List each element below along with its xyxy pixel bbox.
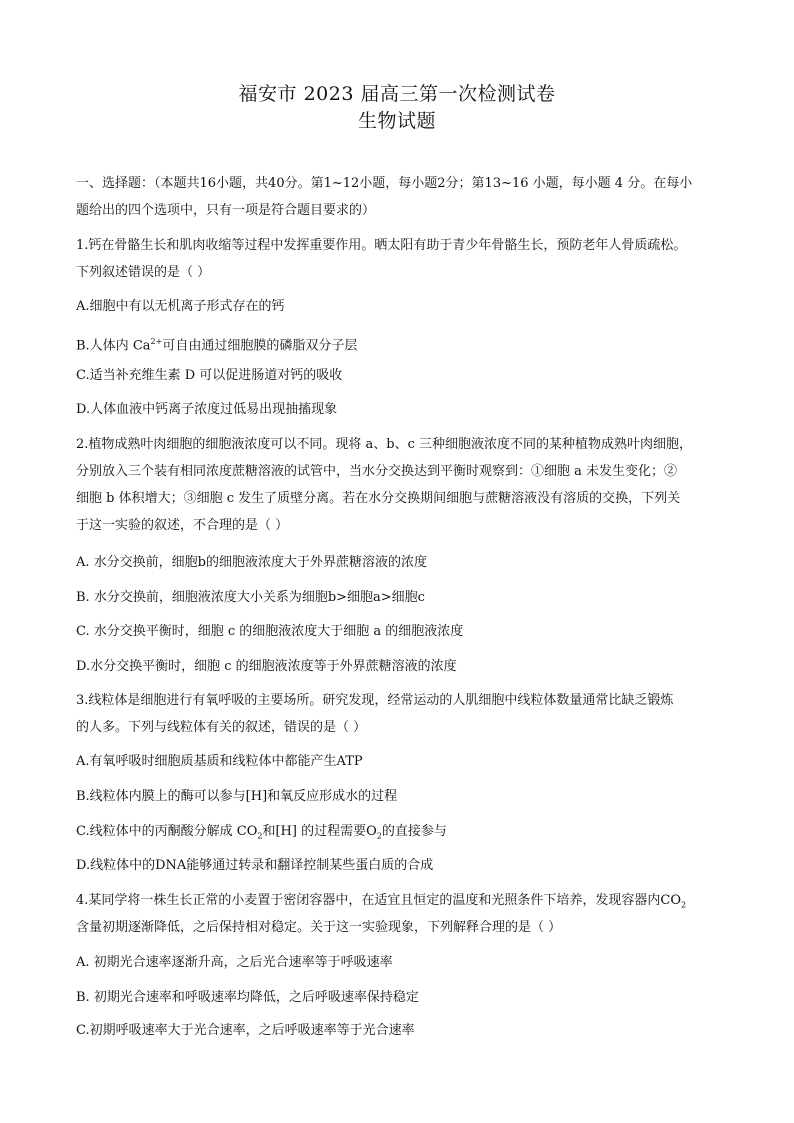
question-1-option-b: B.人体内 $Ca^{2+}$可自由通过细胞膜的磷脂双分子层 bbox=[76, 337, 358, 354]
question-1-stem-line-1: 1.钙在骨骼生长和肌肉收缩等过程中发挥重要作用。晒太阳有助于青少年骨骼生长，预防老年人骨质疏松。 bbox=[76, 238, 687, 253]
question-2-option-b: B. 水分交换前，细胞液浓度大小关系为细胞b>细胞a>细胞c bbox=[76, 590, 425, 605]
question-2-stem-line-2: 分别放入三个装有相同浓度蔗糖溶液的试管中，当水分交换达到平衡时观察到：①细胞 a 未发生变化；② bbox=[76, 464, 678, 479]
question-4-option-a: A. 初期光合速率逐渐升高，之后光合速率等于呼吸速率 bbox=[76, 955, 393, 970]
exam-title: 福安市 2023 届高三第一次检测试卷 bbox=[238, 83, 556, 105]
question-2-stem-line-1: 2.植物成熟叶肉细胞的细胞液浓度可以不同。现将 a、b、c 三种细胞液浓度不同的某种植物成熟叶肉细胞， bbox=[76, 437, 693, 452]
question-4-option-c: C.初期呼吸速率大于光合速率，之后呼吸速率等于光合速率 bbox=[76, 1023, 415, 1038]
question-3-stem-line-1: 3.线粒体是细胞进行有氧呼吸的主要场所。研究发现，经常运动的人肌细胞中线粒体数量通常比缺乏锻炼 bbox=[76, 693, 674, 708]
question-2-option-c: C. 水分交换平衡时，细胞 c 的细胞液浓度大于细胞 a 的细胞液浓度 bbox=[76, 624, 464, 639]
question-4-stem-line-2: 含量初期逐渐降低，之后保持相对稳定。关于这一实验现象，下列解释合理的是（ ） bbox=[76, 920, 562, 935]
section-instructions-line-1: 一、选择题：（本题共16小题，共40分。第1~12小题，每小题2分；第13~16 小题，每小题 4 分。在每小 bbox=[76, 176, 693, 191]
question-4-stem-line-1: 4.某同学将一株生长正常的小麦置于密闭容器中，在适宜且恒定的温度和光照条件下培养，发现容器内$CO_2$ bbox=[76, 893, 687, 910]
question-3-stem-line-2: 的人多。下列与线粒体有关的叙述，错误的是（ ） bbox=[76, 720, 367, 735]
question-2-option-a: A. 水分交换前，细胞b的细胞液浓度大于外界蔗糖溶液的浓度 bbox=[76, 555, 427, 570]
question-3-option-d: D.线粒体中的DNA能够通过转录和翻译控制某些蛋白质的合成 bbox=[76, 858, 434, 873]
question-1-option-a: A.细胞中有以无机离子形式存在的钙 bbox=[76, 299, 285, 314]
question-4-option-b: B. 初期光合速率和呼吸速率均降低，之后呼吸速率保持稳定 bbox=[76, 990, 419, 1005]
exam-subtitle: 生物试题 bbox=[357, 110, 436, 132]
section-instructions-line-2: 题给出的四个选项中，只有一项是符合题目要求的） bbox=[76, 203, 376, 218]
question-1-option-c: C.适当补充维生素 D 可以促进肠道对钙的吸收 bbox=[76, 368, 343, 383]
question-2-option-d: D.水分交换平衡时，细胞 c 的细胞液浓度等于外界蔗糖溶液的浓度 bbox=[76, 659, 457, 674]
question-2-stem-line-3: 细胞 b 体积增大；③细胞 c 发生了质壁分离。若在水分交换期间细胞与蔗糖溶液没有溶质的交换，下列关 bbox=[76, 491, 681, 506]
question-1-option-d: D.人体血液中钙离子浓度过低易出现抽搐现象 bbox=[76, 402, 338, 417]
question-3-option-b: B.线粒体内膜上的酶可以参与[H]和氧反应形成水的过程 bbox=[76, 789, 398, 804]
question-3-option-a: A.有氧呼吸时细胞质基质和线粒体中都能产生ATP bbox=[76, 754, 363, 769]
question-3-option-c: C.线粒体中的丙酮酸分解成 $CO_2$和[H] 的过程需要$O_2$的直接参与 bbox=[76, 824, 447, 841]
question-1-stem-line-2: 下列叙述错误的是（ ） bbox=[76, 265, 211, 280]
question-2-stem-line-4: 于这一实验的叙述，不合理的是（ ） bbox=[76, 518, 289, 533]
